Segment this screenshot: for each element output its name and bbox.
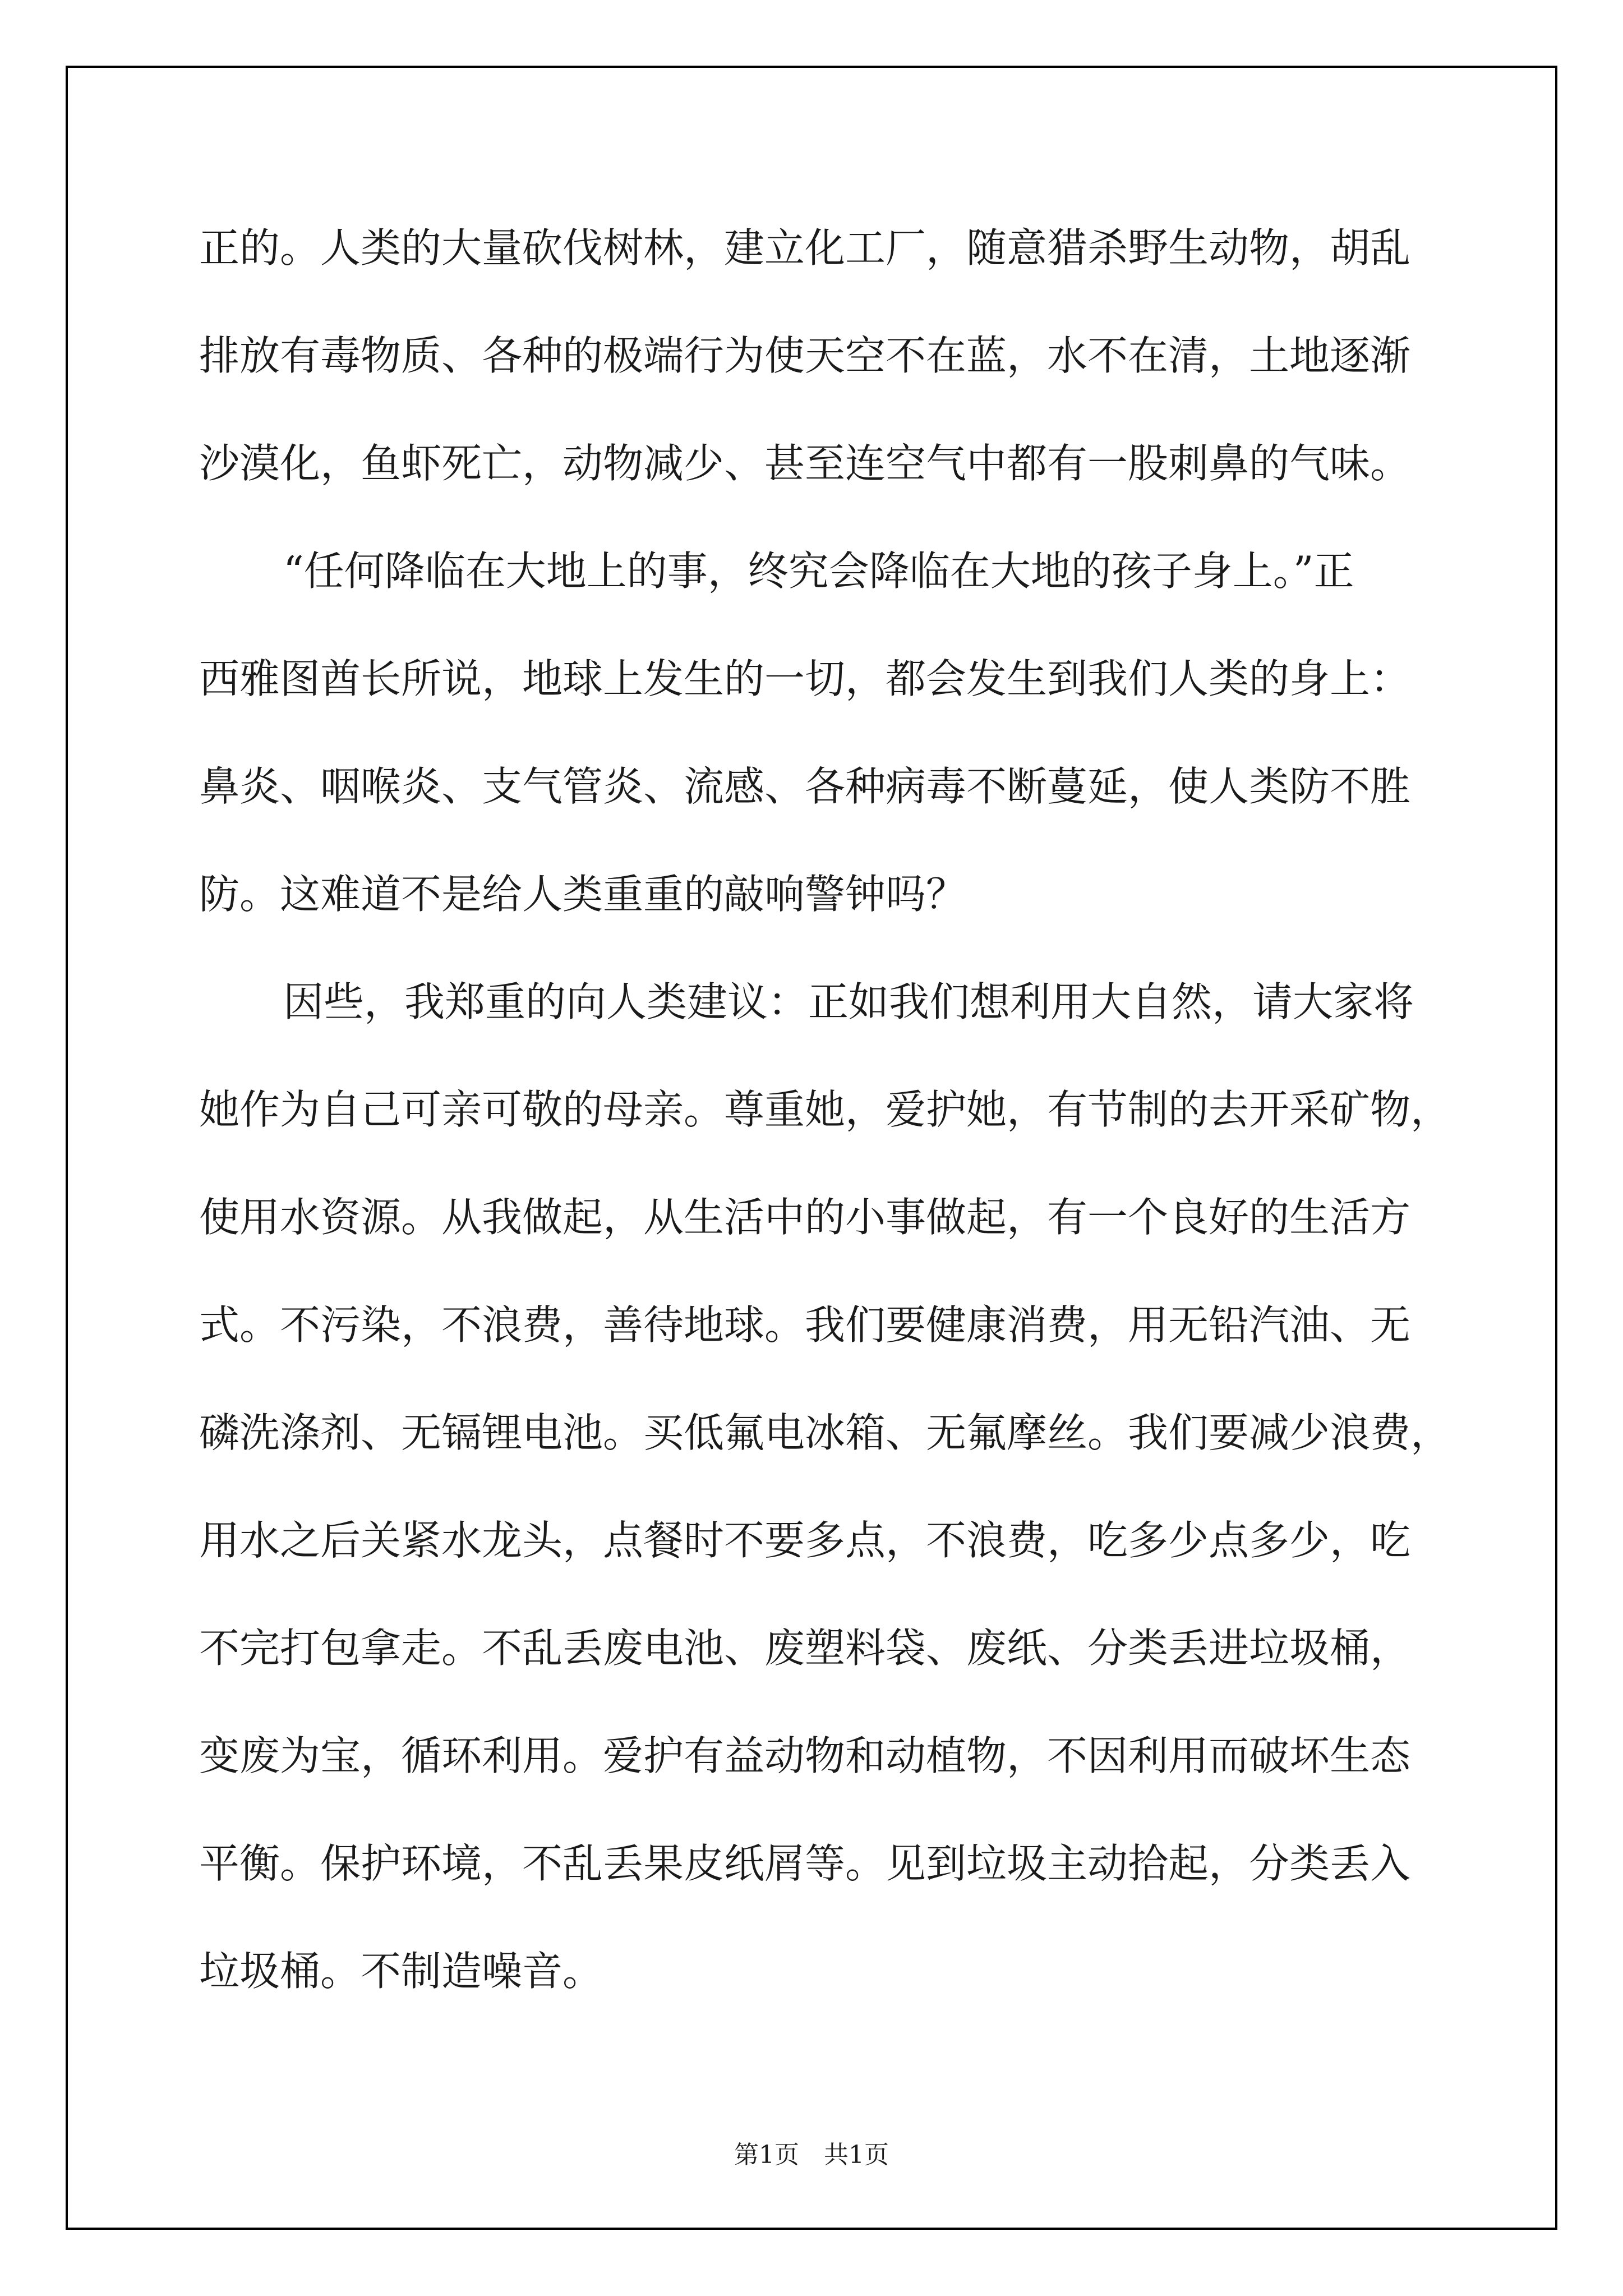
- text-line: 沙漠化，鱼虾死亡，动物减少、甚至连空气中都有一股刺鼻的气味。: [199, 440, 1411, 487]
- text-line: 她作为自己可亲可敬的母亲。尊重她，爱护她，有节制的去开采矿物，: [199, 1086, 1451, 1133]
- text-line: 变废为宝，循环利用。爱护有益动物和动植物，不因利用而破坏生态: [199, 1732, 1411, 1779]
- text-line: 不完打包拿走。不乱丢废电池、废塑料袋、废纸、分类丢进垃圾桶，: [199, 1625, 1411, 1672]
- text-line: 鼻炎、咽喉炎、支气管炎、流感、各种病毒不断蔓延，使人类防不胜: [199, 763, 1411, 810]
- text-line: 平衡。保护环境，不乱丢果皮纸屑等。见到垃圾主动拾起，分类丢入: [199, 1840, 1411, 1887]
- text-line: 因些，我郑重的向人类建议：正如我们想利用大自然，请大家将: [283, 978, 1414, 1025]
- text-line: 防。这难道不是给人类重重的敲响警钟吗？: [199, 871, 967, 918]
- text-line: 用水之后关紧水龙头，点餐时不要多点，不浪费，吃多少点多少，吃: [199, 1517, 1411, 1564]
- page-number: 第1页 共1页: [734, 2141, 889, 2169]
- text-line: 西雅图酋长所说，地球上发生的一切，都会发生到我们人类的身上：: [199, 655, 1411, 702]
- text-line: 使用水资源。从我做起，从生活中的小事做起，有一个良好的生活方: [199, 1194, 1411, 1241]
- text-line: “任何降临在大地上的事，终究会降临在大地的孩子身上。”正: [283, 547, 1354, 595]
- text-line: 磷洗涤剂、无镉锂电池。买低氟电冰箱、无氟摩丝。我们要减少浪费，: [199, 1409, 1451, 1456]
- text-line: 排放有毒物质、各种的极端行为使天空不在蓝，水不在清，土地逐渐: [199, 332, 1411, 379]
- text-line: 垃圾桶。不制造噪音。: [199, 1948, 603, 1995]
- page-border: [66, 66, 1557, 2230]
- text-line: 式。不污染，不浪费，善待地球。我们要健康消费，用无铅汽油、无: [199, 1301, 1411, 1349]
- text-line: 正的。人类的大量砍伐树林，建立化工厂，随意猎杀野生动物，胡乱: [199, 224, 1411, 272]
